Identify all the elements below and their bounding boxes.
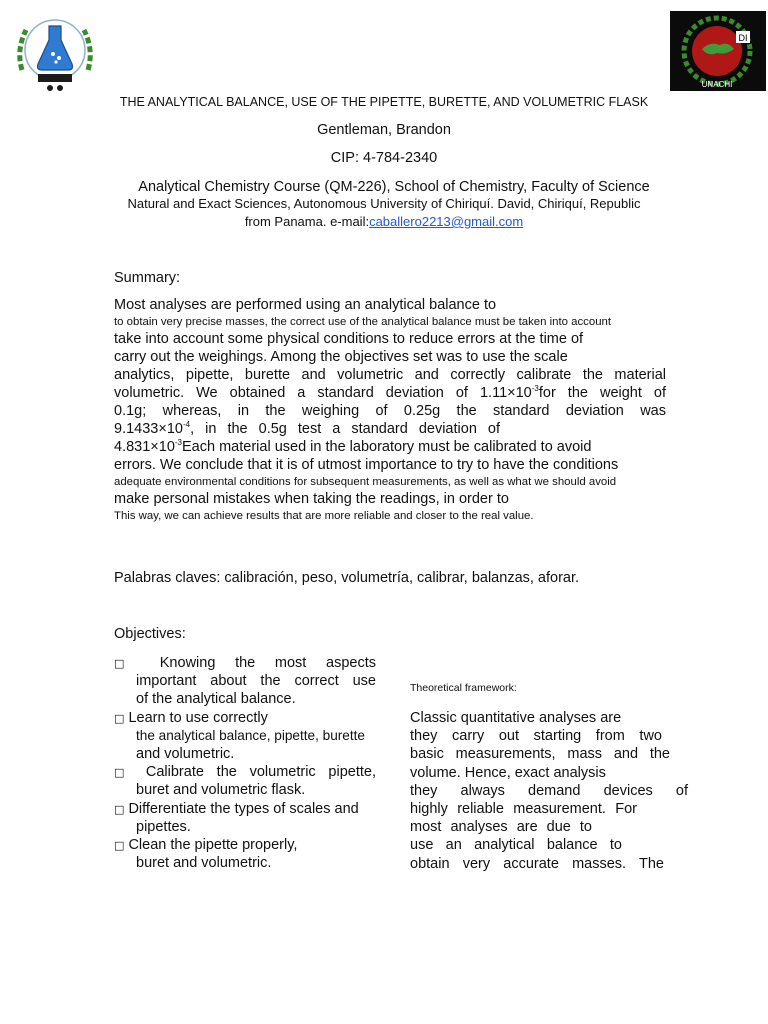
tf-line: they carry out starting from two xyxy=(410,728,662,745)
summary-line: make personal mistakes when taking the readings, in order to xyxy=(114,491,509,507)
list-item-cont: of the analytical balance. xyxy=(136,691,296,708)
list-item: □ Differentiate the types of scales and xyxy=(114,800,359,817)
author-name: Gentleman, Brandon xyxy=(317,122,451,138)
unachi-logo-right xyxy=(670,11,766,91)
objectives-heading: Objectives: xyxy=(114,626,186,642)
theoretical-framework-heading: Theoretical framework: xyxy=(410,682,517,694)
tf-line: basic measurements, mass and the xyxy=(410,746,670,763)
summary-line: 0.1g; whereas, in the weighing of 0.25g the standard deviation was xyxy=(114,403,666,419)
summary-body xyxy=(114,296,666,524)
summary-line: volumetric. We obtained a standard deviation of $1.11\times 10^{-3}for$ the weight of xyxy=(114,384,667,401)
list-item: □ Clean the pipette properly, xyxy=(114,836,298,853)
affiliation-line-2: Natural and Exact Sciences, Autonomous University of Chiriquí. David, Chiriquí, Republic xyxy=(127,196,641,211)
summary-line: analytics, pipette, burette and volumetric and correctly calibrate the material xyxy=(114,367,666,383)
summary-heading: Summary: xyxy=(114,270,181,286)
list-item: □ Learn to use correctly xyxy=(114,709,268,726)
school-logo-left xyxy=(12,10,98,94)
affiliation-line-1: Analytical Chemistry Course (QM-226), School of Chemistry, Faculty of Science xyxy=(138,179,650,195)
svg-text:DI: DI xyxy=(738,33,748,43)
checkbox-bullet-icon: □ xyxy=(114,657,141,670)
email-link[interactable]: caballero2213@gmail.com xyxy=(369,214,524,229)
tf-line: they always demand devices of xyxy=(410,782,688,799)
summary-line: carry out the weighings. Among the objectives set was to use the scale xyxy=(114,349,568,365)
summary-line: This way, we can achieve results that are more reliable and closer to the real value. xyxy=(114,510,534,522)
list-item-cont: and volumetric. xyxy=(136,745,235,762)
list-item: □ Knowing the most aspects xyxy=(114,655,377,671)
checkbox-bullet-icon: □ xyxy=(114,838,125,852)
tf-line: use an analytical balance to xyxy=(410,837,622,854)
theoretical-framework-body xyxy=(410,709,688,873)
paper-title: THE ANALYTICAL BALANCE, USE OF THE PIPETTE, BURETTE, AND VOLUMETRIC FLASK xyxy=(119,95,649,109)
list-item-cont: pipettes. xyxy=(136,818,191,835)
affiliation-line-3 xyxy=(0,214,768,229)
tf-line: Classic quantitative analyses are xyxy=(410,710,622,726)
checkbox-bullet-icon: □ xyxy=(114,802,125,816)
list-item-cont: buret and volumetric. xyxy=(136,855,272,872)
affiliation-prefix: from Panama. e-mail: xyxy=(244,214,370,229)
objectives-list xyxy=(114,654,376,872)
svg-text:UNACHI: UNACHI xyxy=(701,80,733,89)
tf-line: volume. Hence, exact analysis xyxy=(410,764,606,781)
keywords: Palabras claves: calibración, peso, volumetría, calibrar, balanzas, aforar. xyxy=(114,570,580,586)
cip-id: CIP: 4-784-2340 xyxy=(330,150,438,166)
list-item-cont: buret and volumetric flask. xyxy=(136,782,306,799)
checkbox-bullet-icon: □ xyxy=(114,766,134,780)
tf-line: most analyses are due to xyxy=(410,819,592,836)
summary-line: take into account some physical conditions to reduce errors at the time of xyxy=(114,331,584,347)
tf-line: obtain very accurate masses. The xyxy=(410,855,664,872)
list-item-cont: the analytical balance, pipette, burette xyxy=(136,727,365,743)
summary-line: Most analyses are performed using an analytical balance to xyxy=(114,297,497,313)
list-item-cont: important about the correct use xyxy=(136,673,376,690)
summary-line: to obtain very precise masses, the correct use of the analytical balance must be taken into account xyxy=(114,316,612,328)
summary-line: adequate environmental conditions for subsequent measurements, as well as what we should avoid xyxy=(114,476,617,488)
summary-line: $4.831\times 10^{-3}Each$ material used in the laboratory must be calibrated to avoid xyxy=(114,438,592,455)
summary-line: errors. We conclude that it is of utmost importance to try to have the conditions xyxy=(114,457,619,473)
tf-line: highly reliable measurement. For xyxy=(410,800,637,817)
list-item: □ Calibrate the volumetric pipette, xyxy=(114,764,376,781)
checkbox-bullet-icon: □ xyxy=(114,711,125,725)
summary-line: $9.1433\times 10^{-4}$, in the 0.5g test a standard deviation of xyxy=(114,420,500,437)
